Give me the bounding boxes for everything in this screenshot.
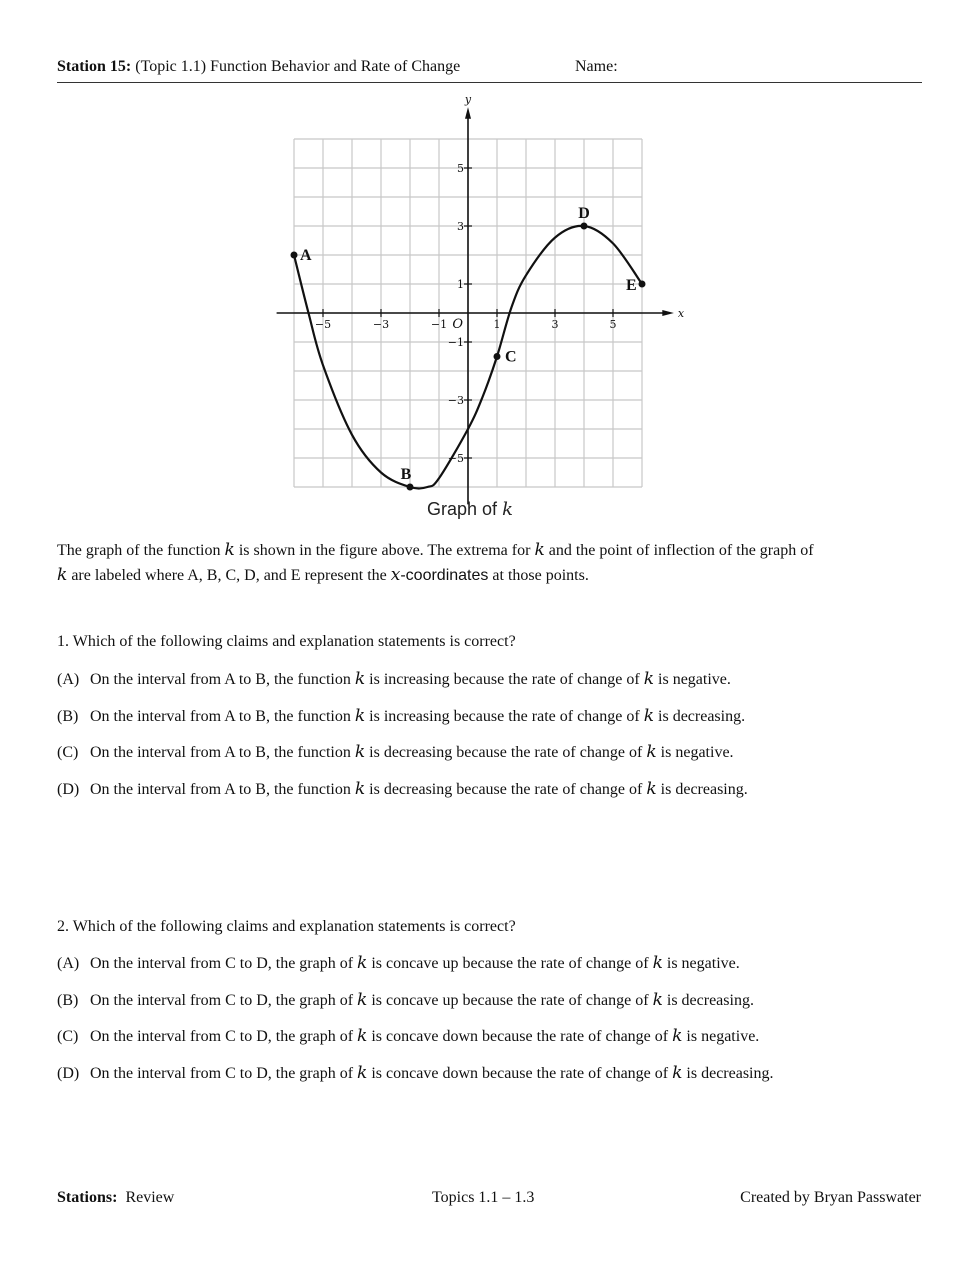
variable-k: k [652, 953, 663, 973]
option-text: On the interval from A to B, the function [90, 707, 351, 725]
question-1-option[interactable] [57, 779, 748, 799]
option-text: On the interval from C to D, the graph of [90, 991, 354, 1009]
option-text: is negative. [658, 671, 731, 688]
variable-k: k [357, 1062, 368, 1083]
variable-k: k [354, 778, 366, 799]
point-label-d: D [578, 205, 590, 222]
intro-paragraph: The graph of the function k is shown in the figure above. The extrema for k and the point of inflection of the graph of k are labeled where A, B, C, D, and E represent the x-coordinates at those points. [57, 540, 814, 585]
variable-k: k [672, 1062, 683, 1083]
station-label: Station 15: [57, 58, 132, 75]
question-2-option[interactable] [57, 990, 754, 1010]
option-text: is negative. [686, 1028, 760, 1045]
point-label-e: E [626, 277, 637, 294]
point-label-c: C [505, 348, 517, 366]
question-1-option[interactable] [57, 706, 745, 726]
y-tick-label: 1 [457, 278, 464, 291]
option-letter: (D) [57, 780, 80, 798]
option-text: is increasing because the rate of change of [369, 671, 640, 688]
x-tick-label: 1 [493, 318, 501, 331]
option-text: is decreasing because the rate of change of [369, 780, 643, 798]
option-text: is decreasing. [660, 780, 748, 798]
option-text: is decreasing. [686, 1064, 774, 1082]
option-text: is negative. [666, 955, 740, 972]
point-b [407, 484, 414, 491]
question-2-prompt: 2. Which of the following claims and explanation statements is correct? [57, 918, 516, 935]
y-axis-arrow [465, 107, 471, 119]
option-letter: (A) [57, 671, 80, 688]
x-tick-label: −3 [372, 318, 390, 331]
name-label: Name: [575, 58, 618, 75]
footer-credit: Created by Bryan Passwater [740, 1189, 921, 1206]
option-text: is concave down because the rate of change of [371, 1064, 669, 1082]
variable-k: k [652, 989, 663, 1010]
variable-k: k [646, 742, 657, 762]
question-2-option[interactable] [57, 1063, 774, 1083]
variable-k: k [357, 989, 368, 1010]
x-axis-label: x [677, 307, 685, 320]
point-c [494, 353, 501, 360]
variable-k: k [646, 778, 657, 799]
option-text: is concave up because the rate of change of [371, 955, 649, 972]
footer-topics: Topics 1.1 – 1.3 [432, 1189, 535, 1206]
y-axis-label: y [464, 95, 472, 107]
question-1-option[interactable] [57, 742, 734, 762]
option-text: is concave up because the rate of change of [371, 991, 649, 1009]
variable-k: k [354, 669, 366, 689]
question-2-option[interactable] [57, 1026, 759, 1046]
x-tick-label: −5 [314, 318, 332, 331]
y-tick-label: −5 [447, 452, 464, 465]
option-letter: (A) [57, 955, 80, 972]
graph-caption: Graph of k [427, 499, 513, 520]
x-tick-label: −1 [430, 318, 448, 331]
option-text: is decreasing. [658, 707, 746, 725]
question-1-option[interactable] [57, 669, 731, 689]
option-text: is decreasing. [666, 991, 754, 1009]
origin-label: O [452, 317, 463, 332]
question-1-prompt: 1. Which of the following claims and explanation statements is correct? [57, 633, 516, 650]
option-text: On the interval from A to B, the function [90, 671, 351, 688]
x-axis-arrow [662, 310, 674, 316]
variable-k: k [354, 742, 366, 762]
y-tick-label: −1 [447, 336, 464, 349]
point-a [291, 252, 298, 259]
point-e [639, 281, 646, 288]
option-text: On the interval from C to D, the graph of [90, 1028, 354, 1045]
option-text: On the interval from C to D, the graph of [90, 1064, 354, 1082]
x-tick-label: 5 [609, 318, 617, 331]
option-text: On the interval from A to B, the function [90, 780, 351, 798]
page-header [57, 58, 922, 83]
variable-k: k [643, 669, 655, 689]
option-text: is increasing because the rate of change of [369, 707, 640, 725]
variable-k: k [357, 1026, 368, 1046]
function-graph [270, 95, 690, 525]
option-letter: (D) [57, 1064, 80, 1082]
y-tick-label: 3 [457, 220, 464, 233]
option-text: is concave down because the rate of change of [371, 1028, 669, 1045]
variable-k: k [672, 1026, 683, 1046]
footer-stations: Stations: Review [57, 1189, 175, 1206]
variable-k: k [357, 953, 368, 973]
variable-k: k [643, 705, 655, 726]
option-letter: (C) [57, 744, 79, 761]
y-tick-label: 5 [457, 162, 464, 175]
option-text: On the interval from A to B, the function [90, 744, 351, 761]
x-tick-label: 3 [551, 318, 559, 331]
question-2-option[interactable] [57, 953, 740, 973]
point-label-a: A [300, 247, 312, 264]
variable-k: k [354, 705, 366, 726]
station-title: (Topic 1.1) Function Behavior and Rate of Change [135, 58, 461, 75]
point-label-b: B [400, 466, 412, 483]
point-d [581, 223, 588, 230]
axes [277, 107, 674, 504]
option-text: is negative. [660, 744, 734, 761]
option-text: is decreasing because the rate of change of [369, 744, 643, 761]
y-tick-label: −3 [447, 394, 464, 407]
header-title [57, 58, 460, 76]
option-letter: (B) [57, 707, 79, 725]
option-letter: (C) [57, 1028, 79, 1045]
option-letter: (B) [57, 991, 79, 1009]
option-text: On the interval from C to D, the graph of [90, 955, 354, 972]
